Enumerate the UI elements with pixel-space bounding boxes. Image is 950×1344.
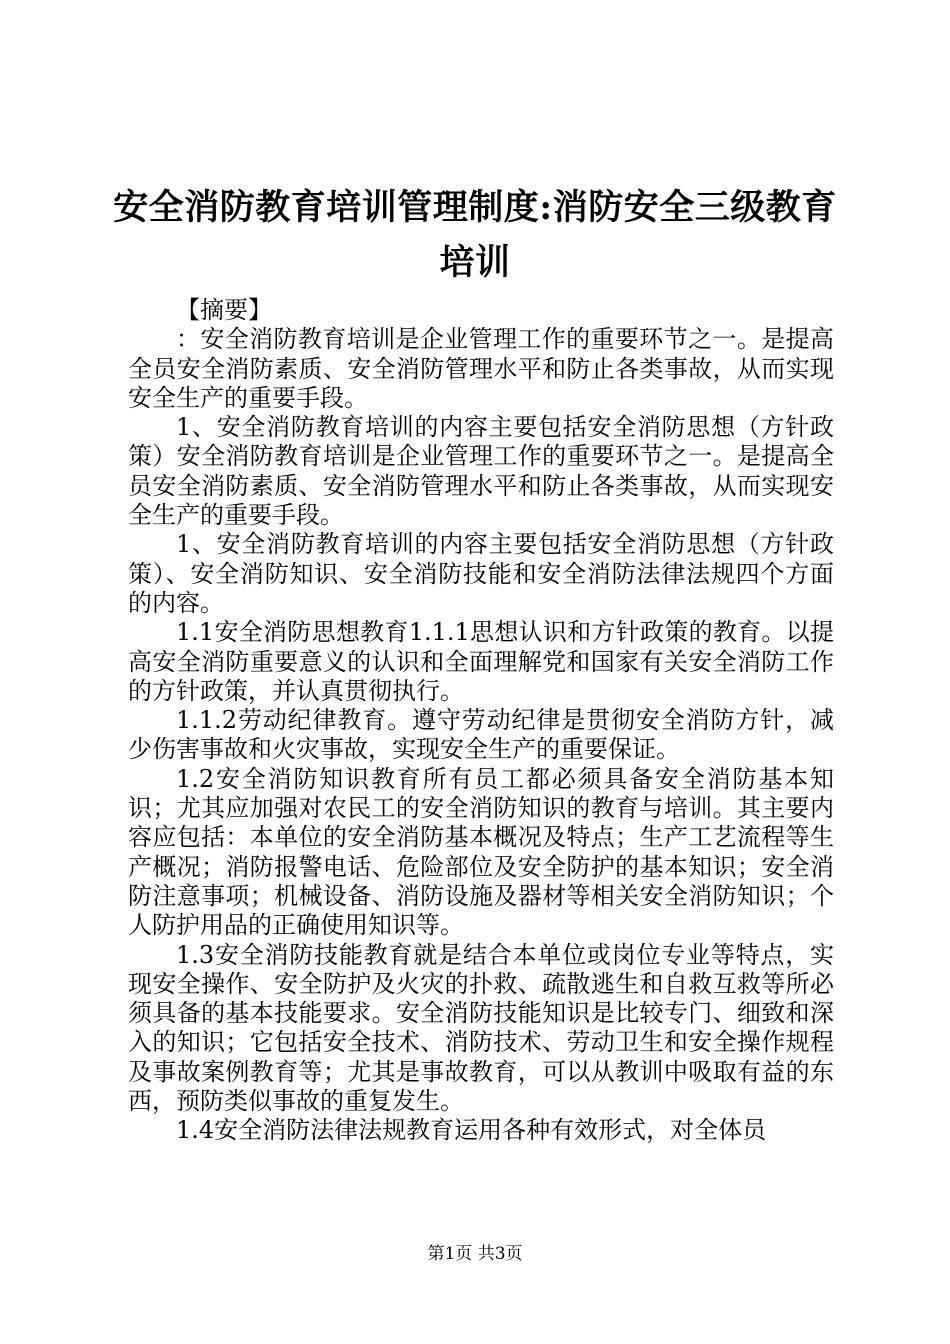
abstract-heading: 【摘要】 xyxy=(176,296,272,324)
paragraph: 1.1.2劳动纪律教育。遵守劳动纪律是贯彻安全消防方针，减少伤害事故和火灾事故，实现安全生产的重要保证。 xyxy=(128,706,834,764)
paragraph: 1、安全消防教育培训的内容主要包括安全消防思想（方针政策）、安全消防知识、安全消防技能和安全消防法律法规四个方面的内容。 xyxy=(128,530,834,617)
paragraph: 1.1安全消防思想教育1.1.1思想认识和方针政策的教育。以提高安全消防重要意义的认识和全面理解党和国家有关安全消防工作的方针政策，并认真贯彻执行。 xyxy=(128,618,834,705)
paragraph: 1.4安全消防法律法规教育运用各种有效形式，对全体员 xyxy=(176,1116,767,1145)
page-footer: 第1页 共3页 xyxy=(427,1244,523,1264)
paragraph: ：安全消防教育培训是企业管理工作的重要环节之一。是提高全员安全消防素质、安全消防管理水平和防止各类事故，从而实现安全生产的重要手段。 xyxy=(128,325,834,412)
document-title: 安全消防教育培训管理制度:消防安全三级教育培训 xyxy=(113,187,837,283)
paragraph: 1、安全消防教育培训的内容主要包括安全消防思想（方针政策）安全消防教育培训是企业管理工作的重要环节之一。是提高全员安全消防素质、安全消防管理水平和防止各类事故，从而实现安全生产的重要手段。 xyxy=(128,413,834,530)
document-body xyxy=(128,296,834,1146)
paragraph: 1.2安全消防知识教育所有员工都必须具备安全消防基本知识；尤其应加强对农民工的安全消防知识的教育与培训。其主要内容应包括：本单位的安全消防基本概况及特点；生产工艺流程等生产概况；消防报警电话、危险部位及安全防护的基本知识；安全消防注意事项；机械设备、消防设施及器材等相关安全消防知识；个人防护用品的正确使用知识等。 xyxy=(128,764,834,940)
paragraph: 1.3安全消防技能教育就是结合本单位或岗位专业等特点，实现安全操作、安全防护及火灾的扑救、疏散逃生和自救互救等所必须具备的基本技能要求。安全消防技能知识是比较专门、细致和深入的知识；它包括安全技术、消防技术、劳动卫生和安全操作规程及事故案例教育等；尤其是事故教育，可以从教训中吸取有益的东西，预防类似事故的重复发生。 xyxy=(128,940,834,1116)
